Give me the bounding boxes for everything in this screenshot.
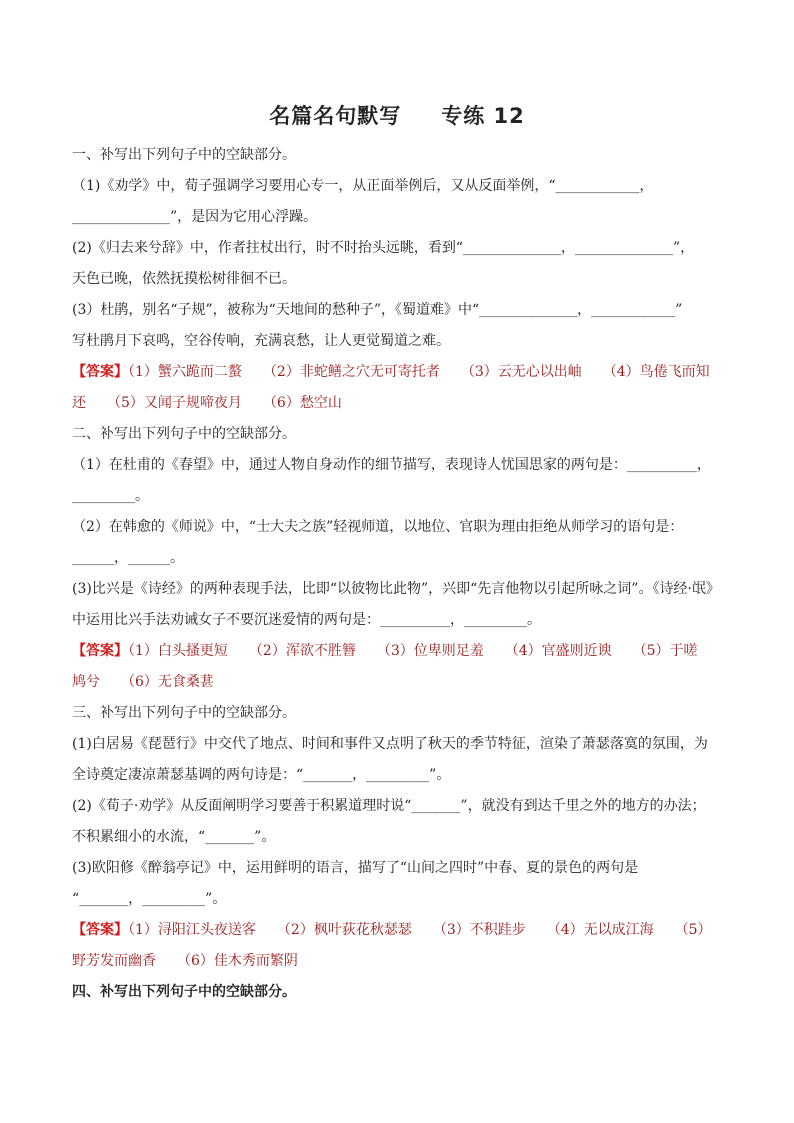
answer-line: 还 （5）又闻子规啼夜月 （6）愁空山 [72,395,342,411]
answer-text: （1）浔阳江头夜送客 （2）枫叶荻花秋瑟瑟 （3）不积跬步 （4）无以成江海 （5） [128,922,712,938]
answer-label: 【答案】 [72,922,128,938]
section-heading: 一、补写出下列句子中的空缺部分。 [72,147,296,163]
section-heading: 四、补写出下列句子中的空缺部分。 [72,984,296,1000]
question-line: “_______，_________”。 [72,891,227,907]
question-line: ______________”，是因为它用心浮躁。 [72,209,318,225]
answer-text: （1）蟹六跪而二螯 （2）非蛇鳝之穴无可寄托者 （3）云无心以出岫 （4）鸟倦飞而知 [128,364,710,380]
answer-line [72,357,726,388]
answer-line: 野芳发而幽香 （6）佳木秀而繁阴 [72,953,298,969]
question-line: 写杜鹃月下哀鸣，空谷传响，充满哀愁，让人更觉蜀道之难。 [72,333,450,349]
answer-text: （1）白头搔更短 （2）浑欲不胜簪 （3）位卑则足羞 （4）官盛则近谀 （5）于嗟 [128,643,698,659]
section-heading: 三、补写出下列句子中的空缺部分。 [72,705,296,721]
answer-line [72,636,726,667]
question-line: (3)比兴是《诗经》的两种表现手法，比即“以彼物比此物”，兴即“先言他物以引起所咏之词”。《诗经·氓》 [72,581,720,597]
question-line: (3)欧阳修《醉翁亭记》中，运用鲜明的语言，描写了“山间之四时”中春、夏的景色的两句是 [72,860,639,876]
answer-line [72,915,726,946]
question-line: ______，______。 [72,550,184,566]
answer-label: 【答案】 [72,364,128,380]
title-sub: 专练 12 [441,104,525,128]
question-line: （1)《劝学》中，荀子强调学习要用心专一，从正面举例后，又从反面举例，“____________， [72,178,654,194]
answer-label: 【答案】 [72,643,128,659]
section-heading: 二、补写出下列句子中的空缺部分。 [72,426,296,442]
question-line: (2)《荀子·劝学》从反面阐明学习要善于积累道理时说“_______”，就没有到达千里之外的地方的办法； [72,798,706,814]
question-line: （2）在韩愈的《师说》中，“士大夫之族”轻视师道，以地位、官职为理由拒绝从师学习的语句是： [72,519,684,535]
question-line: (1)白居易《琵琶行》中交代了地点、时间和事件又点明了秋天的季节特征，渲染了萧瑟落寞的氛围，为 [72,736,708,752]
question-line: (3）杜鹃，别名“子规”，被称为“天地间的愁种子”，《蜀道难》中“______________，____________” [72,302,683,318]
question-line: 天色已晚，依然抚摸松树徘徊不已。 [72,271,296,287]
question-line: (2)《归去来兮辞》中，作者拄杖出行，时不时抬头远眺，看到“______________，______________”， [72,240,695,256]
question-line: 中运用比兴手法劝诫女子不要沉迷爱情的两句是：__________，_________。 [72,612,541,628]
question-line: _________。 [72,488,149,504]
answer-line: 鸠兮 （6）无食桑葚 [72,674,214,690]
question-line: 不积累细小的水流，“_______”。 [72,829,276,845]
page-title [0,100,794,130]
question-line: （1）在杜甫的《春望》中，通过人物自身动作的细节描写，表现诗人忧国思家的两句是：__________， [72,457,711,473]
question-line: 全诗奠定凄凉萧瑟基调的两句诗是：“_______，_________”。 [72,767,451,783]
title-main: 名篇名句默写 [269,104,402,128]
document-body [72,140,726,1008]
